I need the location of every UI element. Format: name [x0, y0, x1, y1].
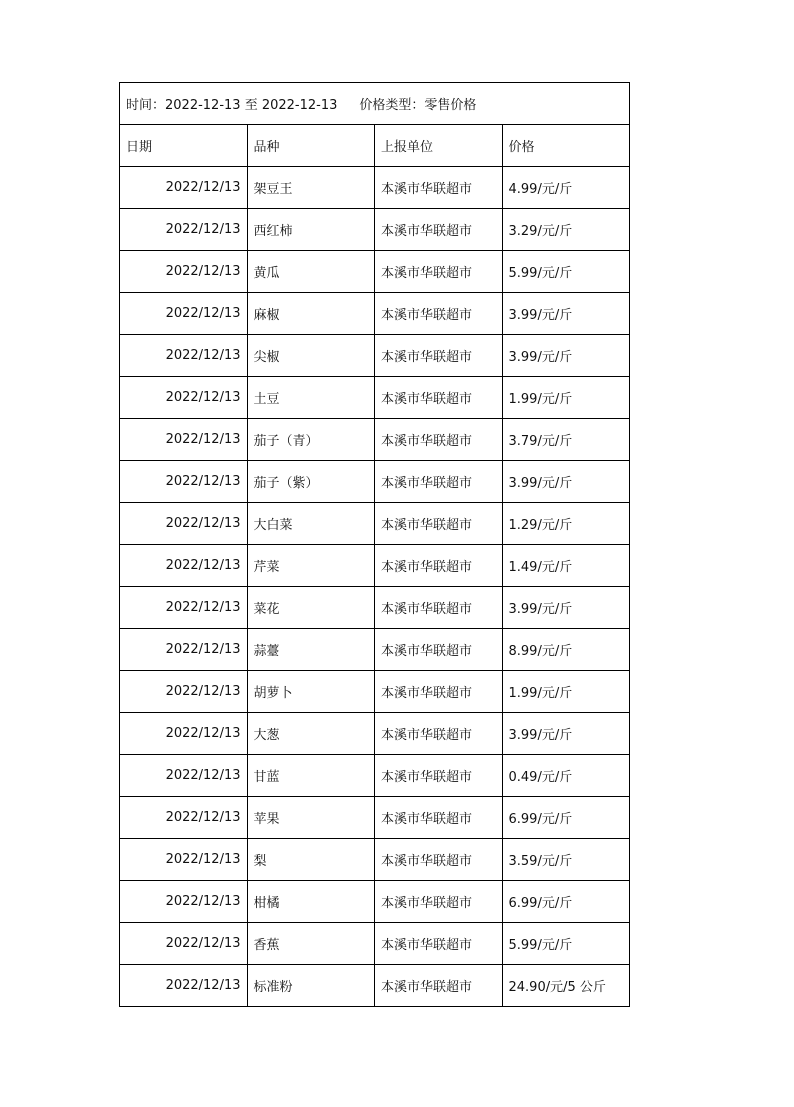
unit-cell: 本溪市华联超市 [375, 797, 503, 839]
unit-cell: 本溪市华联超市 [375, 419, 503, 461]
variety-cell: 大葱 [247, 713, 375, 755]
unit-cell: 本溪市华联超市 [375, 251, 503, 293]
table-row [120, 755, 630, 797]
unit-cell: 本溪市华联超市 [375, 587, 503, 629]
table-row [120, 293, 630, 335]
date-cell: 2022/12/13 [120, 419, 248, 461]
table-row [120, 671, 630, 713]
price-cell: 1.99/元/斤 [502, 671, 630, 713]
date-cell: 2022/12/13 [120, 629, 248, 671]
header-row [120, 125, 630, 167]
table-row [120, 587, 630, 629]
date-cell: 2022/12/13 [120, 965, 248, 1007]
price-cell: 1.49/元/斤 [502, 545, 630, 587]
table-row [120, 881, 630, 923]
price-cell: 24.90/元/5 公斤 [502, 965, 630, 1007]
time-range: 2022-12-13 至 2022-12-13 [165, 98, 338, 113]
table-row [120, 251, 630, 293]
table-row [120, 713, 630, 755]
table-row [120, 797, 630, 839]
price-cell: 3.79/元/斤 [502, 419, 630, 461]
variety-cell: 苹果 [247, 797, 375, 839]
price-type-label: 价格类型： [359, 98, 425, 113]
unit-cell: 本溪市华联超市 [375, 923, 503, 965]
unit-cell: 本溪市华联超市 [375, 839, 503, 881]
unit-cell: 本溪市华联超市 [375, 335, 503, 377]
variety-cell: 柑橘 [247, 881, 375, 923]
price-cell: 3.99/元/斤 [502, 461, 630, 503]
variety-cell: 茄子（青） [247, 419, 375, 461]
date-cell: 2022/12/13 [120, 713, 248, 755]
price-cell: 3.99/元/斤 [502, 335, 630, 377]
price-cell: 3.99/元/斤 [502, 293, 630, 335]
date-cell: 2022/12/13 [120, 167, 248, 209]
price-table [119, 82, 630, 1007]
price-cell: 3.59/元/斤 [502, 839, 630, 881]
variety-cell: 茄子（紫） [247, 461, 375, 503]
date-cell: 2022/12/13 [120, 797, 248, 839]
price-cell: 5.99/元/斤 [502, 251, 630, 293]
table-row [120, 923, 630, 965]
table-row [120, 419, 630, 461]
header-price: 价格 [502, 125, 630, 167]
date-cell: 2022/12/13 [120, 755, 248, 797]
table-row [120, 377, 630, 419]
header-date: 日期 [120, 125, 248, 167]
unit-cell: 本溪市华联超市 [375, 965, 503, 1007]
variety-cell: 香蕉 [247, 923, 375, 965]
variety-cell: 麻椒 [247, 293, 375, 335]
header-variety: 品种 [247, 125, 375, 167]
date-cell: 2022/12/13 [120, 335, 248, 377]
meta-cell [120, 83, 630, 125]
variety-cell: 蒜薹 [247, 629, 375, 671]
date-cell: 2022/12/13 [120, 461, 248, 503]
price-cell: 3.29/元/斤 [502, 209, 630, 251]
table-row [120, 545, 630, 587]
unit-cell: 本溪市华联超市 [375, 671, 503, 713]
table-row [120, 839, 630, 881]
variety-cell: 芹菜 [247, 545, 375, 587]
meta-row [120, 83, 630, 125]
table-row [120, 335, 630, 377]
variety-cell: 菜花 [247, 587, 375, 629]
unit-cell: 本溪市华联超市 [375, 167, 503, 209]
date-cell: 2022/12/13 [120, 209, 248, 251]
unit-cell: 本溪市华联超市 [375, 629, 503, 671]
variety-cell: 黄瓜 [247, 251, 375, 293]
table-row [120, 461, 630, 503]
unit-cell: 本溪市华联超市 [375, 545, 503, 587]
unit-cell: 本溪市华联超市 [375, 293, 503, 335]
price-cell: 1.99/元/斤 [502, 377, 630, 419]
table-row [120, 965, 630, 1007]
price-cell: 6.99/元/斤 [502, 881, 630, 923]
price-cell: 5.99/元/斤 [502, 923, 630, 965]
variety-cell: 胡萝卜 [247, 671, 375, 713]
price-cell: 6.99/元/斤 [502, 797, 630, 839]
date-cell: 2022/12/13 [120, 377, 248, 419]
date-cell: 2022/12/13 [120, 503, 248, 545]
table-row [120, 503, 630, 545]
unit-cell: 本溪市华联超市 [375, 461, 503, 503]
date-cell: 2022/12/13 [120, 587, 248, 629]
table-body [120, 83, 630, 1007]
variety-cell: 架豆王 [247, 167, 375, 209]
variety-cell: 甘蓝 [247, 755, 375, 797]
price-cell: 3.99/元/斤 [502, 713, 630, 755]
header-unit: 上报单位 [375, 125, 503, 167]
price-type-value: 零售价格 [424, 98, 477, 113]
unit-cell: 本溪市华联超市 [375, 377, 503, 419]
table-row [120, 167, 630, 209]
table-row [120, 209, 630, 251]
variety-cell: 大白菜 [247, 503, 375, 545]
unit-cell: 本溪市华联超市 [375, 713, 503, 755]
price-cell: 3.99/元/斤 [502, 587, 630, 629]
price-cell: 0.49/元/斤 [502, 755, 630, 797]
unit-cell: 本溪市华联超市 [375, 881, 503, 923]
price-cell: 4.99/元/斤 [502, 167, 630, 209]
variety-cell: 尖椒 [247, 335, 375, 377]
date-cell: 2022/12/13 [120, 545, 248, 587]
date-cell: 2022/12/13 [120, 671, 248, 713]
variety-cell: 梨 [247, 839, 375, 881]
date-cell: 2022/12/13 [120, 881, 248, 923]
unit-cell: 本溪市华联超市 [375, 503, 503, 545]
table-row [120, 629, 630, 671]
unit-cell: 本溪市华联超市 [375, 755, 503, 797]
date-cell: 2022/12/13 [120, 251, 248, 293]
variety-cell: 西红柿 [247, 209, 375, 251]
date-cell: 2022/12/13 [120, 839, 248, 881]
variety-cell: 标准粉 [247, 965, 375, 1007]
price-cell: 8.99/元/斤 [502, 629, 630, 671]
date-cell: 2022/12/13 [120, 293, 248, 335]
time-label: 时间： [126, 98, 166, 113]
date-cell: 2022/12/13 [120, 923, 248, 965]
unit-cell: 本溪市华联超市 [375, 209, 503, 251]
variety-cell: 土豆 [247, 377, 375, 419]
price-cell: 1.29/元/斤 [502, 503, 630, 545]
